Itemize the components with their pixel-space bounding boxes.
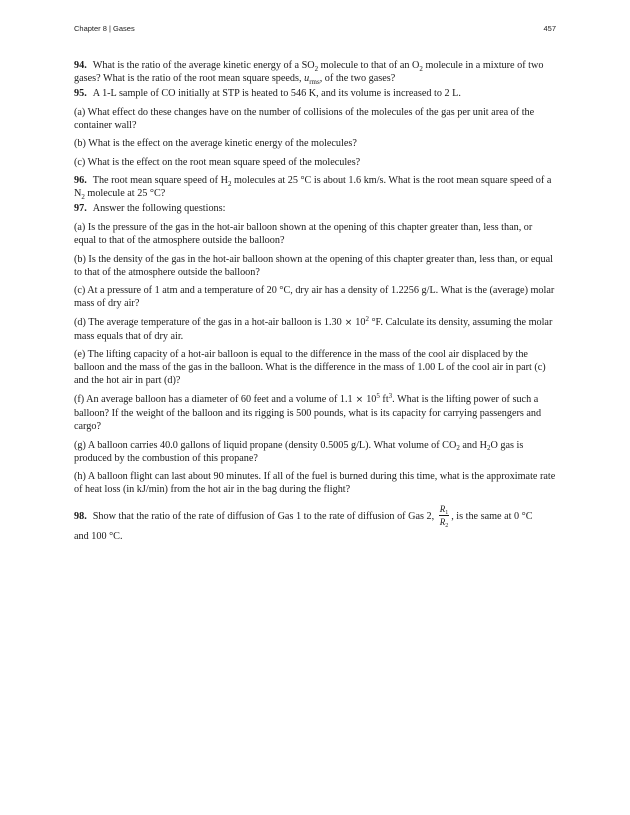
question-96: 96. The root mean square speed of $H_2$ molecules at 25 °C is about 1.6 km/s. What is the root mean square speed of a $N_2$ molecule at 25 °C? [74, 175, 552, 201]
question-97-part-g: (g) A balloon carries 40.0 gallons of liquid propane (density 0.5005 g/L). What volume of $CO_2$ and $H_2O$ gas is produced by the combustion of this propane? [74, 439, 524, 464]
question-97-part-h: (h) A balloon flight can last about 90 minutes. If all of the fuel is burned during this time, what is the approximate rate of heat loss (in kJ/min) from the hot air in the bag during the flight? [74, 471, 556, 496]
page-header [74, 24, 556, 38]
question-95-part-c: (c) What is the effect on the root mean square speed of the molecules? [74, 156, 361, 168]
question-97-part-b: (b) Is the density of the gas in the hot-air balloon shown at the opening of this chapter greater than, less than, or equal to that of the atmosphere outside the balloon? [74, 253, 553, 278]
question-97: 97. Answer the following questions: [74, 203, 226, 215]
question-94: 94. What is the ratio of the average kinetic energy of a $SO_2$ molecule to that of an $O_2$ molecule in a mixture of two gases? What is the ratio of the root mean square speeds, $u_{rms}$, of the two gases? [74, 60, 544, 86]
question-98: 98. Show that the ratio of the rate of diffusion of Gas 1 to the rate of diffusion of Gas 2, $\frac{R_1}{R_2}$ , is the same at 0 °C and 100 °C. [74, 504, 533, 543]
question-95-part-b: (b) What is the effect on the average kinetic energy of the molecules? [74, 138, 357, 150]
rate-ratio-fraction: $\frac{R_1}{R_2}$ [439, 504, 449, 530]
question-number: 96. [74, 175, 87, 187]
question-number: 94. [74, 60, 87, 71]
question-97-part-c: (c) At a pressure of 1 atm and a temperature of 20 °C, dry air has a density of 1.2256 g/L. What is the (average) molar mass of dry air? [74, 285, 555, 310]
question-number: 95. [74, 88, 87, 99]
question-97-part-e: (e) The lifting capacity of a hot-air balloon is equal to the difference in the mass of the cool air displaced by the balloon and the mass of the gas in the balloon. What is the difference in the mass of 1.00 L of the cool air in part (c) and the hot air in part (d)? [74, 349, 546, 387]
question-97-part-f: (f) An average balloon has a diameter of 60 feet and a volume of $1.1 \times 10^5$ $ft^3$. What is the lifting power of such a balloon? If the weight of the balloon and its rigging is 500 pounds, what is its capacity for carrying passengers and cargo? [74, 392, 542, 432]
question-95-part-a: (a) What effect do these changes have on the number of collisions of the molecules of the gas per unit area of the container wall? [74, 106, 535, 131]
question-number: 97. [74, 203, 87, 215]
question-97-part-a: (a) Is the pressure of the gas in the hot-air balloon shown at the opening of this chapter greater than, less than, or equal to that of the atmosphere outside the balloon? [74, 221, 533, 246]
chapter-title: Chapter 8 | Gases [74, 24, 135, 33]
question-95: 95. A 1-L sample of CO initially at STP is heated to 546 K, and its volume is increased to 2 L. [74, 88, 461, 99]
question-number: 98. [74, 511, 87, 523]
page-number: 457 [543, 24, 556, 33]
question-97-part-d: (d) The average temperature of the gas in a hot-air balloon is $1.30 \times 10^2$ °F. Calculate its density, assuming the molar mass equals that of dry air. [74, 315, 553, 342]
exercise-list [74, 59, 556, 550]
